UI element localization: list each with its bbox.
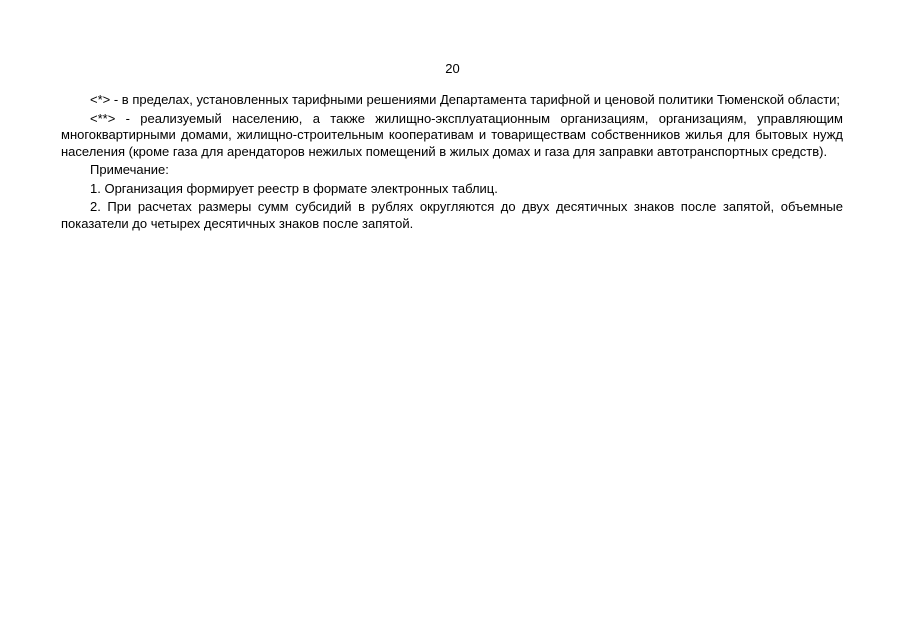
note-heading: Примечание: [90,162,169,177]
page-number: 20 [445,61,460,76]
document-body [61,92,843,234]
footnote-single-asterisk: <*> - в пределах, установленных тарифными решениями Департамента тарифной и ценовой политики Тюменской области; [90,92,841,107]
footnote-double-asterisk: <**> - реализуемый населению, а также жилищно-эксплуатационным организациям, организациям, управляющим многоквартирными домами, жилищно-строительным кооперативам и товариществам собственников жилья для бытовых нужд населения (кроме газа для арендаторов нежилых помещений в жилых домах и газа для заправки автотранспортных средств). [61,110,843,159]
note-item-1: 1. Организация формирует реестр в формате электронных таблиц. [90,180,498,196]
note-item-2: 2. При расчетах размеры сумм субсидий в рублях округляются до двух десятичных знаков после запятой, объемные показатели до четырех десятичных знаков после запятой. [61,199,843,231]
